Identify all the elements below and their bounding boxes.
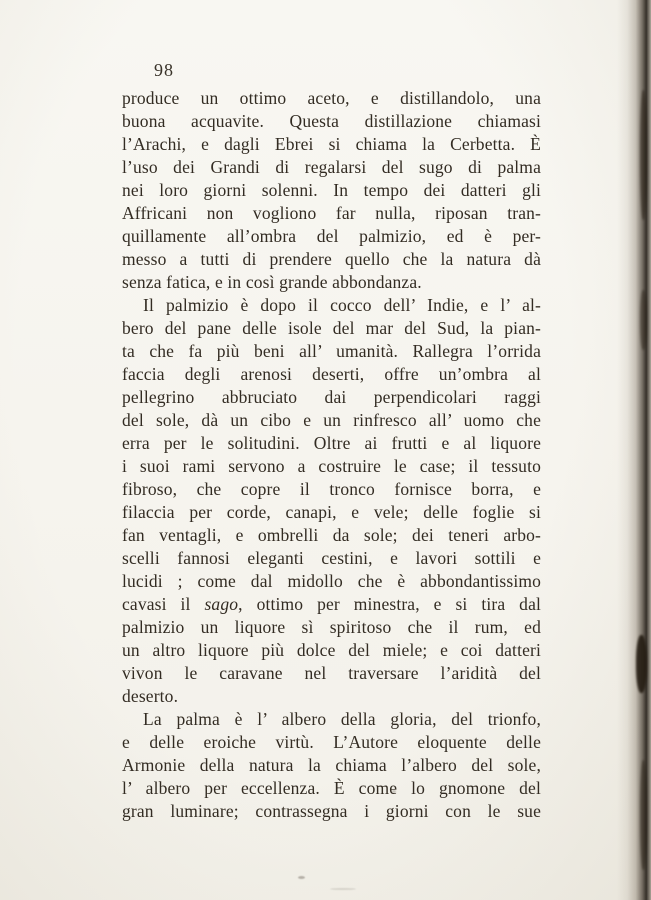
text-line [122,87,541,110]
text-line [122,501,541,524]
text-line [122,179,541,202]
text-line [122,639,541,662]
text-line [122,570,541,593]
page-number: 98 [154,60,174,80]
text-segment: l’uso dei Grandi di regalarsi del sugo di palma [122,157,541,177]
text-segment: nei loro giorni solenni. In tempo dei datteri gli [122,180,541,200]
text-line [122,593,541,616]
text-line [122,340,541,363]
text-segment: , ottimo per minestra, e si tira dal [238,594,541,614]
text-segment: quillamente all’ombra del palmizio, ed è per- [122,226,541,246]
text-line [122,409,541,432]
text-segment: Armonie della natura la chiama l’albero del sole, [122,755,541,775]
text-segment: pellegrino abbruciato dai perpendicolari raggi [122,387,541,407]
text-segment: scelli fannosi eleganti cestini, e lavori sottili e [122,548,541,568]
text-segment: buona acquavite. Questa distillazione chiamasi [122,111,541,131]
text-line [122,133,541,156]
text-line [122,754,541,777]
page-text-block [122,87,541,823]
text-line [122,800,541,823]
text-segment: l’Arachi, e dagli Ebrei si chiama la Cerbetta. È [122,134,541,154]
page-lines [122,87,541,823]
text-segment: l’ albero per eccellenza. È come lo gnomone del [122,778,541,798]
text-segment: fibroso, che copre il tronco fornisce borra, e [122,479,541,499]
text-segment: gran luminare; contrassegna i giorni con le sue [122,801,541,821]
text-line [122,455,541,478]
edge-ink-streak [640,90,647,220]
text-segment: ta che fa più beni all’ umanità. Rallegra l’orrida [122,341,541,361]
text-segment: produce un ottimo aceto, e distillandolo, una [122,88,541,108]
text-segment: i suoi rami servono a costruire le case; il tessuto [122,456,541,476]
text-line [122,524,541,547]
text-line [122,662,541,685]
text-line [122,777,541,800]
text-segment: senza fatica, e in così grande abbondanza. [122,272,422,292]
text-segment: bero del pane delle isole del mar del Sud, la pian- [122,318,541,338]
text-line [122,271,541,294]
text-segment: del sole, dà un cibo e un rinfresco all’ uomo che [122,410,541,430]
text-line [122,317,541,340]
text-line [122,478,541,501]
text-line [122,432,541,455]
text-segment: cavasi il [122,594,205,614]
text-segment: Affricani non vogliono far nulla, riposan tran- [122,203,541,223]
text-line [122,156,541,179]
text-line [122,731,541,754]
text-line [122,225,541,248]
scan-speck [298,876,305,879]
edge-ink-streak [640,290,647,350]
italic-text-segment: sago [204,594,239,614]
text-segment: La palma è l’ albero della gloria, del trionfo, [143,709,541,729]
text-line [122,363,541,386]
text-line [122,294,541,317]
text-segment: e delle eroiche virtù. L’Autore eloquente delle [122,732,541,752]
text-line [122,547,541,570]
text-segment: lucidi ; come dal midollo che è abbondantissimo [122,571,541,591]
scan-speck [392,790,396,793]
text-segment: messo a tutti di prendere quello che la natura dà [122,249,541,269]
text-segment: erra per le solitudini. Oltre ai frutti e al liquore [122,433,541,453]
text-segment: Il palmizio è dopo il cocco dell’ Indie, e l’ al- [143,295,541,315]
text-segment: faccia degli arenosi deserti, offre un’ombra al [122,364,541,384]
text-line [122,616,541,639]
text-line [122,386,541,409]
text-line [122,248,541,271]
text-line [122,708,541,731]
text-segment: deserto. [122,686,179,706]
text-line [122,202,541,225]
text-line [122,110,541,133]
scan-speck [330,888,356,890]
edge-ink-blotch [636,635,647,693]
text-segment: vivon le caravane nel traversare l’aridità del [122,663,541,683]
text-line [122,685,541,708]
edge-ink-streak [640,760,647,870]
text-segment: fan ventagli, e ombrelli da sole; dei teneri arbo- [122,525,541,545]
text-segment: un altro liquore più dolce del miele; e coi datteri [122,640,541,660]
text-segment: palmizio un liquore sì spiritoso che il rum, ed [122,617,541,637]
text-segment: filaccia per corde, canapi, e vele; delle foglie si [122,502,541,522]
